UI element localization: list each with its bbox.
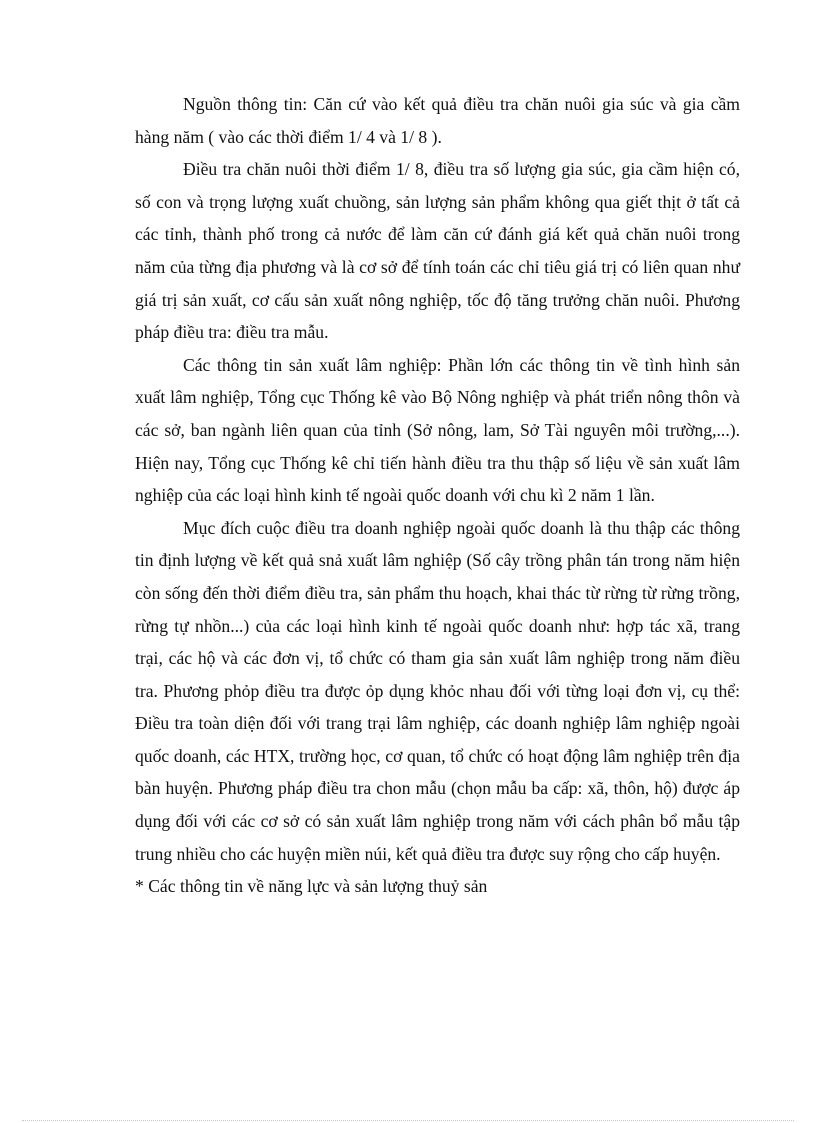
paragraph-livestock-survey: Điều tra chăn nuôi thời điểm 1/ 8, điều tra số lượng gia súc, gia cầm hiện có, số con và trọng lượng xuất chuồng, sản lượng sản phẩm không qua giết thịt ở tất cả các tỉnh, thành phố trong cả nước để làm căn cứ đánh giá kết quả chăn nuôi trong năm của từng địa phương và là cơ sở để tính toán các chỉ tiêu giá trị có liên quan như giá trị sản xuất, cơ cấu sản xuất nông nghiệp, tốc độ tăng trưởng chăn nuôi. Phương pháp điều tra: điều tra mẫu. (135, 159, 740, 343)
page-bottom-divider (22, 1120, 794, 1121)
bullet-fisheries-heading: * Các thông tin về năng lực và sản lượng thuỷ sản (135, 876, 488, 897)
paragraph-forestry-info: Các thông tin sản xuất lâm nghiệp: Phần lớn các thông tin về tình hình sản xuất lâm nghiệp, Tổng cục Thống kê vào Bộ Nông nghiệp và phát triển nông thôn và các sở, ban ngành liên quan của tỉnh (Sở nông, lam, Sở Tài nguyên môi trường,...). Hiện nay, Tổng cục Thống kê chỉ tiến hành điều tra thu thập số liệu về sản xuất lâm nghiệp của các loại hình kinh tế ngoài quốc doanh với chu kì 2 năm 1 lần. (135, 354, 740, 506)
paragraph-livestock-source: Nguồn thông tin: Căn cứ vào kết quả điều tra chăn nuôi gia súc và gia cầm hàng năm ( vào các thời điểm 1/ 4 và 1/ 8 ). (135, 94, 740, 147)
document-page (135, 88, 740, 903)
paragraph-forestry-survey-purpose: Mục đích cuộc điều tra doanh nghiệp ngoài quốc doanh là thu thập các thông tin định lượng về kết quả snả xuất lâm nghiệp (Số cây trồng phân tán trong năm hiện còn sống đến thời điểm điều tra, sản phẩm thu hoạch, khai thác từ rừng từ rừng trồng, rừng tự nhồn...) của các loại hình kinh tế ngoài quốc doanh như: hợp tác xã, trang trại, các hộ và các đơn vị, tổ chức có tham gia sản xuất lâm nghiệp trong năm điều tra. Phương phỏp điều tra được ỏp dụng khỏc nhau đối với từng loại đơn vị, cụ thể: Điều tra toàn diện đối với trang trại lâm nghiệp, các doanh nghiệp lâm nghiệp ngoài quốc doanh, các HTX, trường học, cơ quan, tổ chức có hoạt động lâm nghiệp trên địa bàn huyện. Phương pháp điều tra chon mẫu (chọn mẫu ba cấp: xã, thôn, hộ) được áp dụng đối với các cơ sở có sản xuất lâm nghiệp trong năm với cách phân bổ mẫu tập trung nhiều cho các huyện miền núi, kết quả điều tra được suy rộng cho cấp huyện. (135, 517, 740, 864)
